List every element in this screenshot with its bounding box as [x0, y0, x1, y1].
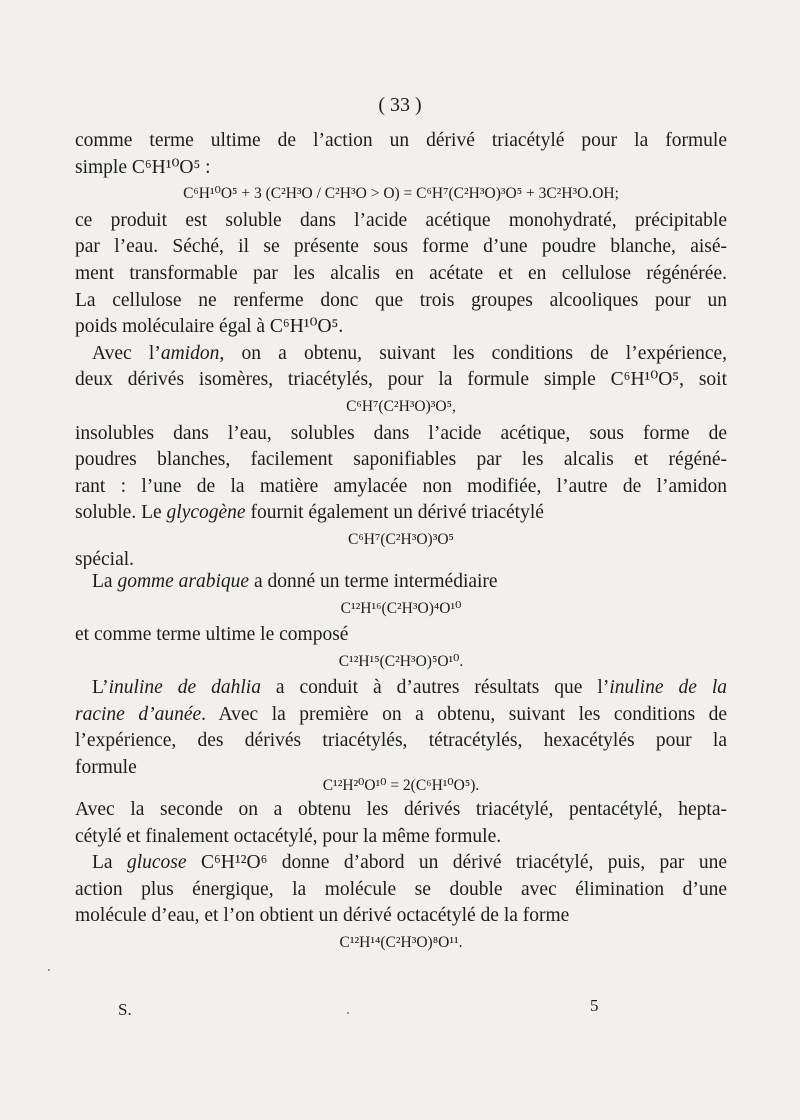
text-line: par l’eau. Séché, il se présente sous forme d’une poudre blanche, aisé- — [75, 236, 727, 258]
text-line: cétylé et finalement octacétylé, pour la même formule. — [75, 825, 502, 847]
text-line: formule — [75, 757, 137, 774]
text-span: soluble. Le — [75, 502, 167, 524]
text-span: . Avec la première on a obtenu, suivant les conditions de — [201, 703, 727, 725]
text-span: Avec l’ — [92, 342, 161, 364]
text-line: ce produit est soluble dans l’acide acétique monohydraté, précipitable — [75, 209, 727, 231]
text-line: spécial. — [75, 548, 135, 569]
page-body — [75, 128, 727, 957]
paper-speck — [347, 1012, 349, 1014]
text-span: fournit également un dérivé triacétylé — [245, 502, 544, 524]
text-line: action plus énergique, la molécule se double avec élimination d’une — [75, 878, 727, 900]
text-span: a donné un terme intermédiaire — [249, 570, 498, 592]
text-span: C⁶H¹²O⁶ donne d’abord un dérivé triacétylé, puis, par une — [186, 852, 727, 874]
text-line: poids moléculaire égal à C⁶H¹⁰O⁵. — [75, 316, 344, 338]
equation: C¹²H¹⁶(C²H³O)⁴O¹⁰ — [340, 599, 462, 617]
italic-term: gomme arabique — [117, 570, 250, 592]
text-span: a conduit à d’autres résultats que l’ — [260, 677, 610, 699]
italic-term: glycogène — [166, 502, 246, 524]
italic-term: inuline de la — [609, 677, 727, 699]
footer-signature-mark: S. — [118, 1000, 132, 1019]
text-line: et comme terme ultime le composé — [75, 624, 349, 646]
equation: C⁶H¹⁰O⁵ + 3 (C²H³O / C²H³O > O) = C⁶H⁷(C²H³O)³O⁵ + 3C²H³O.OH; — [183, 185, 619, 203]
paper-speck — [48, 969, 50, 971]
text-line: insolubles dans l’eau, solubles dans l’acide acétique, sous forme de — [75, 422, 727, 444]
text-line: l’expérience, des dérivés triacétylés, tétracétylés, hexacétylés pour la — [75, 730, 727, 752]
text-line: simple C⁶H¹⁰O⁵ : — [75, 156, 211, 178]
text-line: ment transformable par les alcalis en acétate et en cellulose régénérée. — [75, 262, 727, 284]
text-line — [75, 850, 727, 877]
italic-term: glucose — [126, 852, 187, 874]
text-span: La — [92, 852, 127, 874]
equation: C¹²H²⁰O¹⁰ = 2(C⁶H¹⁰O⁵). — [322, 777, 480, 795]
text-line: Avec la seconde on a obtenu les dérivés triacétylé, pentacétylé, hepta- — [75, 799, 727, 821]
page-header-number: ( 33 ) — [378, 94, 422, 116]
text-line — [75, 569, 727, 596]
equation: C¹²H¹⁵(C²H³O)⁵O¹⁰. — [338, 652, 464, 670]
equation: C⁶H⁷(C²H³O)³O⁵ — [348, 530, 454, 547]
equation: C¹²H¹⁴(C²H³O)⁸O¹¹. — [339, 934, 463, 952]
text-span: L’ — [92, 677, 109, 699]
text-line: deux dérivés isomères, triacétylés, pour la formule simple C⁶H¹⁰O⁵, soit — [75, 369, 727, 391]
text-span: , on a obtenu, suivant les conditions de l’expérience, — [219, 342, 727, 364]
text-line — [75, 675, 727, 702]
text-span: La — [92, 570, 118, 592]
text-line: molécule d’eau, et l’on obtient un dérivé octacétylé de la forme — [75, 905, 570, 927]
equation: C⁶H⁷(C²H³O)³O⁵, — [346, 397, 456, 415]
italic-term: inuline de dahlia — [108, 677, 261, 699]
text-line: poudres blanches, facilement saponifiables par les alcalis et régéné- — [75, 449, 727, 471]
text-line — [75, 702, 727, 729]
italic-term: amidon — [160, 342, 220, 364]
text-line — [75, 341, 727, 368]
text-line: comme terme ultime de l’action un dérivé triacétylé pour la formule — [75, 130, 727, 151]
italic-term: racine d’aunée — [75, 703, 202, 725]
text-line: La cellulose ne renferme donc que trois groupes alcooliques pour un — [75, 289, 727, 311]
footer-signature-number: 5 — [590, 996, 599, 1015]
text-line — [75, 500, 727, 527]
text-line: rant : l’une de la matière amylacée non modifiée, l’autre de l’amidon — [75, 475, 727, 497]
